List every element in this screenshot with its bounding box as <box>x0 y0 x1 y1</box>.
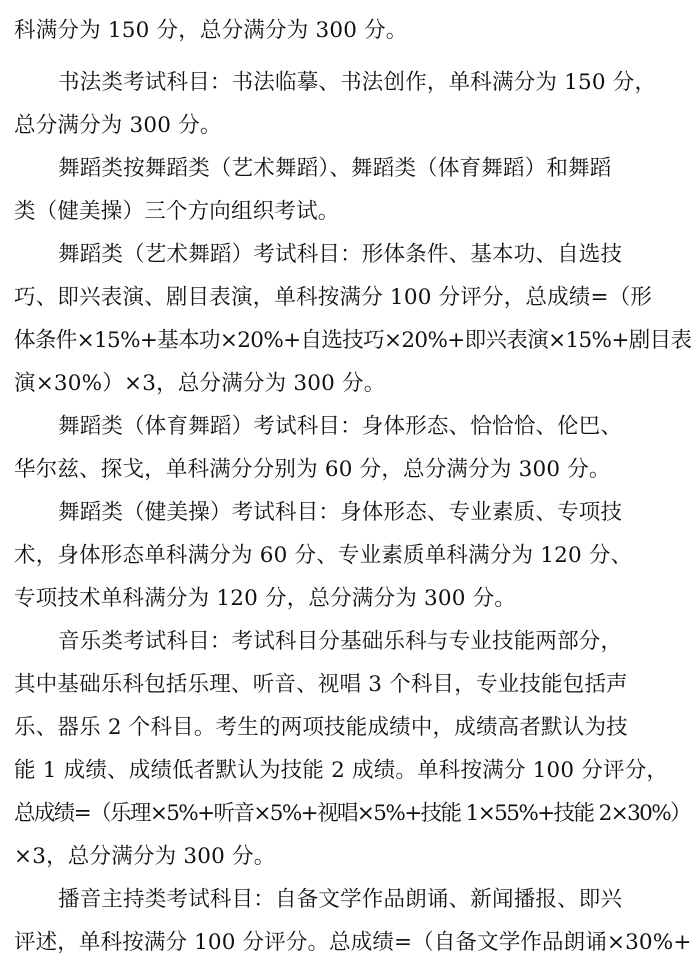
text-line: 舞蹈类（健美操）考试科目：身体形态、专业素质、专项技 <box>58 500 623 525</box>
text-line: 乐、器乐 2 个科目。考生的两项技能成绩中，成绩高者默认为技 <box>14 715 628 740</box>
text-line: 舞蹈类（艺术舞蹈）考试科目：形体条件、基本功、自选技 <box>58 242 623 267</box>
text-line: 类（健美操）三个方向组织考试。 <box>14 199 340 224</box>
text-line: 总成绩=（乐理×5%+听音×5%+视唱×5%+技能 1×55%+技能 2×30%） <box>14 801 690 826</box>
text-line: 其中基础乐科包括乐理、听音、视唱 3 个科目，专业技能包括声 <box>14 672 628 697</box>
text-line: 舞蹈类按舞蹈类（艺术舞蹈）、舞蹈类（体育舞蹈）和舞蹈 <box>58 156 612 181</box>
text-line: 能 1 成绩、成绩低者默认为技能 2 成绩。单科按满分 100 分评分， <box>14 758 669 783</box>
text-line: 音乐类考试科目：考试科目分基础乐科与专业技能两部分， <box>58 629 623 654</box>
text-line: 专项技术单科满分为 120 分，总分满分为 300 分。 <box>14 586 517 611</box>
text-line: 演×30%）×3，总分满分为 300 分。 <box>14 371 386 396</box>
text-line: ×3，总分满分为 300 分。 <box>14 844 276 869</box>
text-line: 巧、即兴表演、剧目表演，单科按满分 100 分评分，总成绩=（形 <box>14 285 653 310</box>
text-line: 舞蹈类（体育舞蹈）考试科目：身体形态、恰恰恰、伦巴、 <box>58 414 623 439</box>
text-line: 总分满分为 300 分。 <box>14 113 222 138</box>
text-line: 播音主持类考试科目：自备文学作品朗诵、新闻播报、即兴 <box>58 887 623 912</box>
text-line: 评述，单科按满分 100 分评分。总成绩=（自备文学作品朗诵×30%+ <box>14 930 692 955</box>
text-line: 科满分为 150 分，总分满分为 300 分。 <box>14 18 408 43</box>
text-line: 术，身体形态单科满分为 60 分、专业素质单科满分为 120 分、 <box>14 543 633 568</box>
text-line: 体条件×15%+基本功×20%+自选技巧×20%+即兴表演×15%+剧目表 <box>14 328 692 353</box>
text-line: 华尔兹、探戈，单科满分分别为 60 分，总分满分为 300 分。 <box>14 457 611 482</box>
text-line: 书法类考试科目：书法临摹、书法创作，单科满分为 150 分， <box>58 70 657 95</box>
